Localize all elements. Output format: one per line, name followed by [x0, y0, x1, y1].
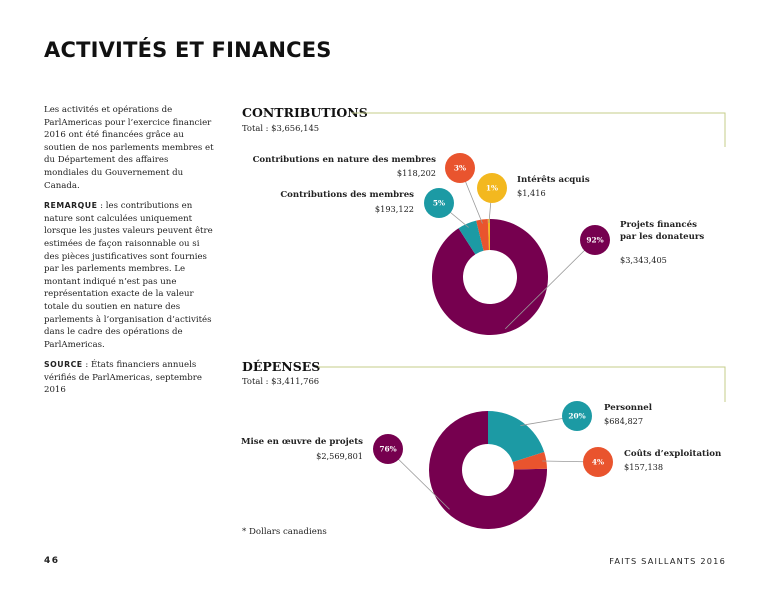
contributions-slice-amount: $1,416 — [517, 188, 546, 198]
contributions-slice-name: Intérêts acquis — [517, 175, 590, 185]
depenses-slice-amount: $2,569,801 — [316, 451, 363, 461]
page-title: ACTIVITÉS ET FINANCES — [44, 38, 332, 62]
currency-footnote: * Dollars canadiens — [242, 527, 327, 537]
contributions-total: Total : $3,656,145 — [242, 123, 320, 133]
depenses-slice-amount: $684,827 — [604, 416, 644, 426]
depenses-percent-label: 76% — [379, 444, 397, 454]
contributions-rule-line — [352, 113, 725, 147]
remark-text: : les contributions en nature sont calculées uniquement lorsque les justes valeurs peuvent être estimées de façon raisonnable ou si des pièces justificatives sont fournies par les parlements membres. Le montant indiqué n’est pas une représentation exacte de la valeur totale du soutien en nature des parlements à l’organisation d’activités dans le cadre des opérations de ParlAmericas. — [44, 201, 213, 350]
contributions-slice-name: Contributions des membres — [280, 190, 414, 200]
contributions-slice-amount: $193,122 — [374, 204, 414, 214]
footer-title: FAITS SAILLANTS 2016 — [609, 556, 726, 566]
intro-paragraph: Les activités et opérations de ParlAmericas pour l’exercice financier 2016 ont été financées grâce au soutien de nos parlements membres et du Département des affaires mondiales du Gouvernement du Canada. — [44, 105, 214, 191]
depenses-total: Total : $3,411,766 — [242, 376, 320, 386]
depenses-slice-name: Coûts d’exploitation — [624, 449, 722, 459]
depenses-slice-name: Mise en œuvre de projets — [241, 437, 363, 447]
depenses-slice-amount: $157,138 — [624, 462, 664, 472]
contributions-percent-label: 3% — [453, 163, 467, 173]
contributions-slice-name: Projets financés — [620, 220, 697, 230]
source-lead: SOURCE — [44, 360, 83, 370]
contributions-slice-name: Contributions en nature des membres — [252, 155, 436, 165]
depenses-percent-label: 20% — [568, 411, 586, 421]
contributions-chart-title: CONTRIBUTIONS — [242, 105, 368, 120]
contributions-slice-amount: $3,343,405 — [620, 255, 667, 265]
remark-lead: REMARQUE — [44, 201, 98, 211]
contributions-percent-label: 1% — [485, 183, 499, 193]
depenses-slice-personnel — [488, 411, 544, 462]
depenses-chart-title: DÉPENSES — [242, 359, 321, 374]
contributions-percent-label: 92% — [586, 235, 604, 245]
contributions-percent-label: 5% — [432, 198, 446, 208]
page-number: 46 — [44, 556, 60, 566]
contributions-slice-amount: $118,202 — [396, 168, 436, 178]
source-text: : États financiers annuels vérifiés de ParlAmericas, septembre 2016 — [44, 360, 202, 396]
depenses-rule-line — [318, 367, 725, 402]
depenses-slice-name: Personnel — [604, 403, 653, 413]
depenses-percent-label: 4% — [591, 457, 605, 467]
contributions-slice-name: par les donateurs — [620, 232, 705, 242]
